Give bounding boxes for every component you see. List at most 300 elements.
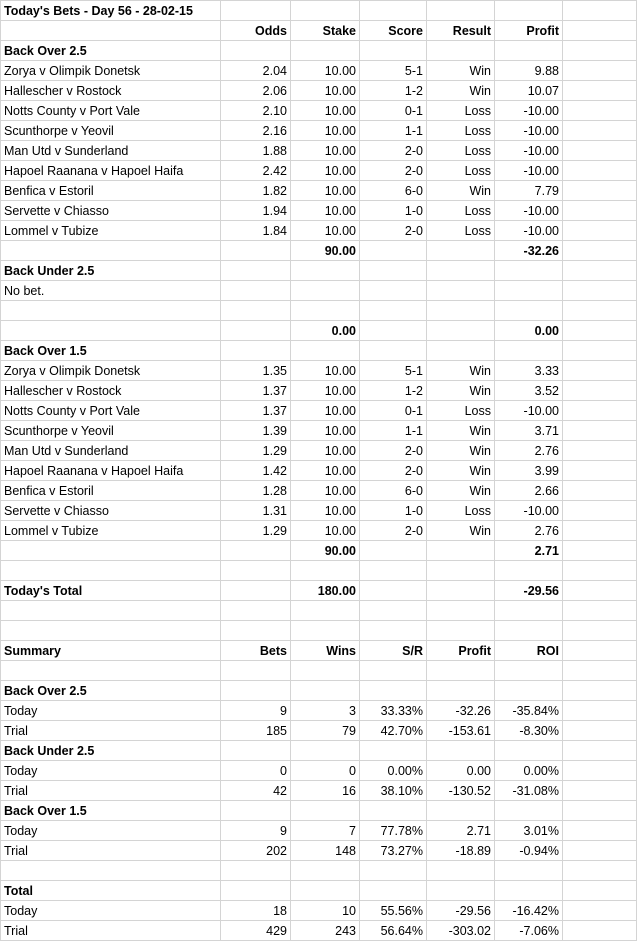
empty-cell <box>427 681 495 701</box>
empty-cell <box>1 601 221 621</box>
empty-cell <box>221 341 291 361</box>
match-name: Zorya v Olimpik Donetsk <box>1 61 221 81</box>
summary-header-bets: Bets <box>221 641 291 661</box>
summary-row-label: Today <box>1 821 221 841</box>
odds-value: 1.28 <box>221 481 291 501</box>
empty-cell <box>563 521 637 541</box>
stake-value: 10.00 <box>291 481 360 501</box>
note-row <box>1 281 637 301</box>
empty-cell <box>291 561 360 581</box>
result-value: Loss <box>427 501 495 521</box>
empty-cell <box>221 301 291 321</box>
section-title-row <box>1 41 637 61</box>
match-name: Benfica v Estoril <box>1 181 221 201</box>
bet-row <box>1 481 637 501</box>
score-value: 0-1 <box>360 401 427 421</box>
odds-value: 1.94 <box>221 201 291 221</box>
bet-row <box>1 101 637 121</box>
todays-total-label: Today's Total <box>1 581 221 601</box>
empty-cell <box>495 561 563 581</box>
empty-cell <box>563 421 637 441</box>
empty-cell <box>495 681 563 701</box>
match-name: Lommel v Tubize <box>1 521 221 541</box>
summary-row <box>1 921 637 941</box>
empty-cell <box>291 861 360 881</box>
section-total-stake: 0.00 <box>291 321 360 341</box>
empty-cell <box>563 401 637 421</box>
summary-row <box>1 901 637 921</box>
empty-cell <box>495 341 563 361</box>
result-value: Win <box>427 81 495 101</box>
summary-row-label: Trial <box>1 841 221 861</box>
match-name: Zorya v Olimpik Donetsk <box>1 361 221 381</box>
bet-row <box>1 501 637 521</box>
empty-cell <box>563 701 637 721</box>
result-value: Win <box>427 181 495 201</box>
empty-cell <box>563 321 637 341</box>
stake-value: 10.00 <box>291 361 360 381</box>
empty-cell <box>563 841 637 861</box>
empty-cell <box>360 601 427 621</box>
empty-cell <box>427 741 495 761</box>
summary-roi: -35.84% <box>495 701 563 721</box>
profit-value: 2.76 <box>495 521 563 541</box>
header-score: Score <box>360 21 427 41</box>
blank-row <box>1 861 637 881</box>
result-value: Win <box>427 441 495 461</box>
odds-value: 2.42 <box>221 161 291 181</box>
match-name: Hallescher v Rostock <box>1 381 221 401</box>
summary-strike-rate: 55.56% <box>360 901 427 921</box>
section-total-stake: 90.00 <box>291 241 360 261</box>
summary-row <box>1 721 637 741</box>
match-name: Man Utd v Sunderland <box>1 441 221 461</box>
empty-cell <box>495 601 563 621</box>
empty-cell <box>427 541 495 561</box>
summary-bets: 9 <box>221 701 291 721</box>
result-value: Loss <box>427 221 495 241</box>
sheet-title-row <box>1 1 637 21</box>
result-value: Win <box>427 421 495 441</box>
empty-cell <box>221 861 291 881</box>
empty-cell <box>221 741 291 761</box>
profit-value: -10.00 <box>495 141 563 161</box>
empty-cell <box>291 301 360 321</box>
empty-cell <box>495 861 563 881</box>
score-value: 2-0 <box>360 141 427 161</box>
summary-strike-rate: 77.78% <box>360 821 427 841</box>
score-value: 2-0 <box>360 521 427 541</box>
summary-bets: 185 <box>221 721 291 741</box>
empty-cell <box>563 801 637 821</box>
summary-strike-rate: 42.70% <box>360 721 427 741</box>
section-total-row <box>1 541 637 561</box>
empty-cell <box>563 141 637 161</box>
stake-value: 10.00 <box>291 521 360 541</box>
summary-wins: 16 <box>291 781 360 801</box>
empty-cell <box>360 801 427 821</box>
summary-profit: -153.61 <box>427 721 495 741</box>
match-name: Hapoel Raanana v Hapoel Haifa <box>1 461 221 481</box>
empty-cell <box>427 601 495 621</box>
blank-row <box>1 561 637 581</box>
summary-roi: -8.30% <box>495 721 563 741</box>
empty-cell <box>563 181 637 201</box>
section-total-row <box>1 241 637 261</box>
odds-value: 1.37 <box>221 381 291 401</box>
summary-row-label: Trial <box>1 921 221 941</box>
empty-cell <box>291 741 360 761</box>
profit-value: 3.52 <box>495 381 563 401</box>
profit-value: 10.07 <box>495 81 563 101</box>
odds-value: 1.82 <box>221 181 291 201</box>
empty-cell <box>563 921 637 941</box>
summary-row <box>1 761 637 781</box>
summary-wins: 79 <box>291 721 360 741</box>
bet-row <box>1 61 637 81</box>
empty-cell <box>1 21 221 41</box>
profit-value: 2.76 <box>495 441 563 461</box>
blank-row <box>1 301 637 321</box>
empty-cell <box>495 41 563 61</box>
profit-value: 3.71 <box>495 421 563 441</box>
empty-cell <box>291 1 360 21</box>
empty-cell <box>291 601 360 621</box>
empty-cell <box>291 41 360 61</box>
result-value: Win <box>427 461 495 481</box>
empty-cell <box>495 881 563 901</box>
header-stake: Stake <box>291 21 360 41</box>
empty-cell <box>563 241 637 261</box>
empty-cell <box>360 881 427 901</box>
empty-cell <box>563 101 637 121</box>
empty-cell <box>360 541 427 561</box>
empty-cell <box>427 881 495 901</box>
empty-cell <box>1 301 221 321</box>
score-value: 0-1 <box>360 101 427 121</box>
empty-cell <box>563 861 637 881</box>
summary-wins: 0 <box>291 761 360 781</box>
empty-cell <box>563 21 637 41</box>
odds-value: 1.35 <box>221 361 291 381</box>
empty-cell <box>360 321 427 341</box>
summary-header-profit: Profit <box>427 641 495 661</box>
empty-cell <box>495 621 563 641</box>
profit-value: -10.00 <box>495 101 563 121</box>
bet-row <box>1 381 637 401</box>
empty-cell <box>291 281 360 301</box>
bet-row <box>1 461 637 481</box>
empty-cell <box>221 1 291 21</box>
summary-strike-rate: 0.00% <box>360 761 427 781</box>
empty-cell <box>427 301 495 321</box>
empty-cell <box>563 161 637 181</box>
odds-value: 1.84 <box>221 221 291 241</box>
section-total-profit: 2.71 <box>495 541 563 561</box>
summary-wins: 148 <box>291 841 360 861</box>
empty-cell <box>1 321 221 341</box>
empty-cell <box>360 341 427 361</box>
summary-profit: -32.26 <box>427 701 495 721</box>
empty-cell <box>360 281 427 301</box>
summary-group-title: Back Under 2.5 <box>1 741 221 761</box>
stake-value: 10.00 <box>291 381 360 401</box>
empty-cell <box>563 41 637 61</box>
score-value: 1-0 <box>360 501 427 521</box>
result-value: Loss <box>427 401 495 421</box>
summary-strike-rate: 33.33% <box>360 701 427 721</box>
match-name: Lommel v Tubize <box>1 221 221 241</box>
bet-row <box>1 441 637 461</box>
empty-cell <box>221 321 291 341</box>
empty-cell <box>360 41 427 61</box>
score-value: 1-1 <box>360 121 427 141</box>
profit-value: -10.00 <box>495 401 563 421</box>
summary-wins: 243 <box>291 921 360 941</box>
empty-cell <box>221 621 291 641</box>
empty-cell <box>291 881 360 901</box>
empty-cell <box>1 661 221 681</box>
empty-cell <box>1 241 221 261</box>
empty-cell <box>563 461 637 481</box>
stake-value: 10.00 <box>291 61 360 81</box>
empty-cell <box>563 561 637 581</box>
score-value: 2-0 <box>360 441 427 461</box>
profit-value: -10.00 <box>495 121 563 141</box>
summary-strike-rate: 38.10% <box>360 781 427 801</box>
empty-cell <box>360 741 427 761</box>
summary-group-title: Back Over 2.5 <box>1 681 221 701</box>
result-value: Win <box>427 361 495 381</box>
empty-cell <box>563 441 637 461</box>
header-odds: Odds <box>221 21 291 41</box>
summary-profit: -303.02 <box>427 921 495 941</box>
odds-value: 1.39 <box>221 421 291 441</box>
summary-bets: 9 <box>221 821 291 841</box>
profit-value: -10.00 <box>495 501 563 521</box>
empty-cell <box>221 561 291 581</box>
stake-value: 10.00 <box>291 161 360 181</box>
summary-roi: -0.94% <box>495 841 563 861</box>
empty-cell <box>563 281 637 301</box>
empty-cell <box>291 661 360 681</box>
stake-value: 10.00 <box>291 401 360 421</box>
empty-cell <box>563 341 637 361</box>
empty-cell <box>1 861 221 881</box>
summary-roi: 3.01% <box>495 821 563 841</box>
score-value: 1-1 <box>360 421 427 441</box>
score-value: 6-0 <box>360 181 427 201</box>
empty-cell <box>563 61 637 81</box>
empty-cell <box>495 741 563 761</box>
bet-row <box>1 201 637 221</box>
bet-row <box>1 81 637 101</box>
bet-row <box>1 121 637 141</box>
result-value: Win <box>427 61 495 81</box>
score-value: 2-0 <box>360 221 427 241</box>
empty-cell <box>427 621 495 641</box>
summary-group-title: Total <box>1 881 221 901</box>
empty-cell <box>1 561 221 581</box>
bet-row <box>1 181 637 201</box>
bet-row <box>1 361 637 381</box>
section-title: Back Over 1.5 <box>1 341 221 361</box>
empty-cell <box>360 301 427 321</box>
summary-bets: 42 <box>221 781 291 801</box>
match-name: Hapoel Raanana v Hapoel Haifa <box>1 161 221 181</box>
empty-cell <box>427 581 495 601</box>
summary-row <box>1 841 637 861</box>
empty-cell <box>360 681 427 701</box>
result-value: Loss <box>427 141 495 161</box>
stake-value: 10.00 <box>291 141 360 161</box>
bet-row <box>1 521 637 541</box>
odds-value: 1.42 <box>221 461 291 481</box>
summary-wins: 10 <box>291 901 360 921</box>
empty-cell <box>563 761 637 781</box>
stake-value: 10.00 <box>291 121 360 141</box>
empty-cell <box>563 261 637 281</box>
empty-cell <box>427 241 495 261</box>
result-value: Win <box>427 381 495 401</box>
empty-cell <box>563 221 637 241</box>
sheet-title: Today's Bets - Day 56 - 28-02-15 <box>1 1 221 21</box>
stake-value: 10.00 <box>291 441 360 461</box>
empty-cell <box>563 601 637 621</box>
empty-cell <box>563 621 637 641</box>
empty-cell <box>360 261 427 281</box>
match-name: Notts County v Port Vale <box>1 101 221 121</box>
odds-value: 1.31 <box>221 501 291 521</box>
profit-value: -10.00 <box>495 201 563 221</box>
todays-total-profit: -29.56 <box>495 581 563 601</box>
summary-bets: 0 <box>221 761 291 781</box>
empty-cell <box>291 261 360 281</box>
summary-row-label: Trial <box>1 721 221 741</box>
profit-value: 9.88 <box>495 61 563 81</box>
score-value: 1-0 <box>360 201 427 221</box>
summary-group-title-row <box>1 681 637 701</box>
stake-value: 10.00 <box>291 461 360 481</box>
summary-row <box>1 701 637 721</box>
summary-row-label: Today <box>1 761 221 781</box>
empty-cell <box>360 621 427 641</box>
empty-cell <box>291 681 360 701</box>
result-value: Win <box>427 521 495 541</box>
empty-cell <box>360 241 427 261</box>
summary-profit: -29.56 <box>427 901 495 921</box>
section-title: Back Over 2.5 <box>1 41 221 61</box>
empty-cell <box>495 261 563 281</box>
score-value: 2-0 <box>360 161 427 181</box>
summary-roi: 0.00% <box>495 761 563 781</box>
empty-cell <box>360 581 427 601</box>
empty-cell <box>221 661 291 681</box>
summary-profit: 2.71 <box>427 821 495 841</box>
match-name: Man Utd v Sunderland <box>1 141 221 161</box>
result-value: Loss <box>427 201 495 221</box>
match-name: Servette v Chiasso <box>1 201 221 221</box>
summary-row-label: Trial <box>1 781 221 801</box>
summary-bets: 18 <box>221 901 291 921</box>
empty-cell <box>221 281 291 301</box>
empty-cell <box>563 361 637 381</box>
blank-row <box>1 601 637 621</box>
score-value: 5-1 <box>360 61 427 81</box>
empty-cell <box>563 821 637 841</box>
empty-cell <box>427 661 495 681</box>
header-profit: Profit <box>495 21 563 41</box>
score-value: 6-0 <box>360 481 427 501</box>
empty-cell <box>563 81 637 101</box>
empty-cell <box>495 301 563 321</box>
match-name: Hallescher v Rostock <box>1 81 221 101</box>
profit-value: 3.33 <box>495 361 563 381</box>
summary-group-title-row <box>1 881 637 901</box>
summary-row-label: Today <box>1 901 221 921</box>
stake-value: 10.00 <box>291 221 360 241</box>
result-value: Loss <box>427 101 495 121</box>
summary-strike-rate: 56.64% <box>360 921 427 941</box>
empty-cell <box>221 881 291 901</box>
summary-roi: -7.06% <box>495 921 563 941</box>
empty-cell <box>563 541 637 561</box>
summary-profit: -18.89 <box>427 841 495 861</box>
match-name: Benfica v Estoril <box>1 481 221 501</box>
odds-value: 1.37 <box>221 401 291 421</box>
match-name: Scunthorpe v Yeovil <box>1 421 221 441</box>
match-name: Notts County v Port Vale <box>1 401 221 421</box>
section-title-row <box>1 341 637 361</box>
section-total-profit: 0.00 <box>495 321 563 341</box>
odds-value: 1.88 <box>221 141 291 161</box>
stake-value: 10.00 <box>291 201 360 221</box>
summary-strike-rate: 73.27% <box>360 841 427 861</box>
empty-cell <box>563 681 637 701</box>
empty-cell <box>563 301 637 321</box>
profit-value: 3.99 <box>495 461 563 481</box>
summary-row <box>1 821 637 841</box>
score-value: 1-2 <box>360 81 427 101</box>
empty-cell <box>563 641 637 661</box>
blank-row <box>1 661 637 681</box>
stake-value: 10.00 <box>291 101 360 121</box>
score-value: 5-1 <box>360 361 427 381</box>
profit-value: -10.00 <box>495 221 563 241</box>
bet-row <box>1 221 637 241</box>
empty-cell <box>563 201 637 221</box>
section-note: No bet. <box>1 281 221 301</box>
empty-cell <box>427 1 495 21</box>
section-title-row <box>1 261 637 281</box>
empty-cell <box>563 881 637 901</box>
odds-value: 1.29 <box>221 521 291 541</box>
bet-row <box>1 421 637 441</box>
bet-row <box>1 401 637 421</box>
profit-value: -10.00 <box>495 161 563 181</box>
summary-group-title: Back Over 1.5 <box>1 801 221 821</box>
summary-header-row <box>1 641 637 661</box>
empty-cell <box>563 581 637 601</box>
bets-header-row <box>1 21 637 41</box>
empty-cell <box>427 861 495 881</box>
empty-cell <box>427 261 495 281</box>
empty-cell <box>563 481 637 501</box>
summary-profit: 0.00 <box>427 761 495 781</box>
summary-roi: -16.42% <box>495 901 563 921</box>
match-name: Scunthorpe v Yeovil <box>1 121 221 141</box>
summary-row-label: Today <box>1 701 221 721</box>
